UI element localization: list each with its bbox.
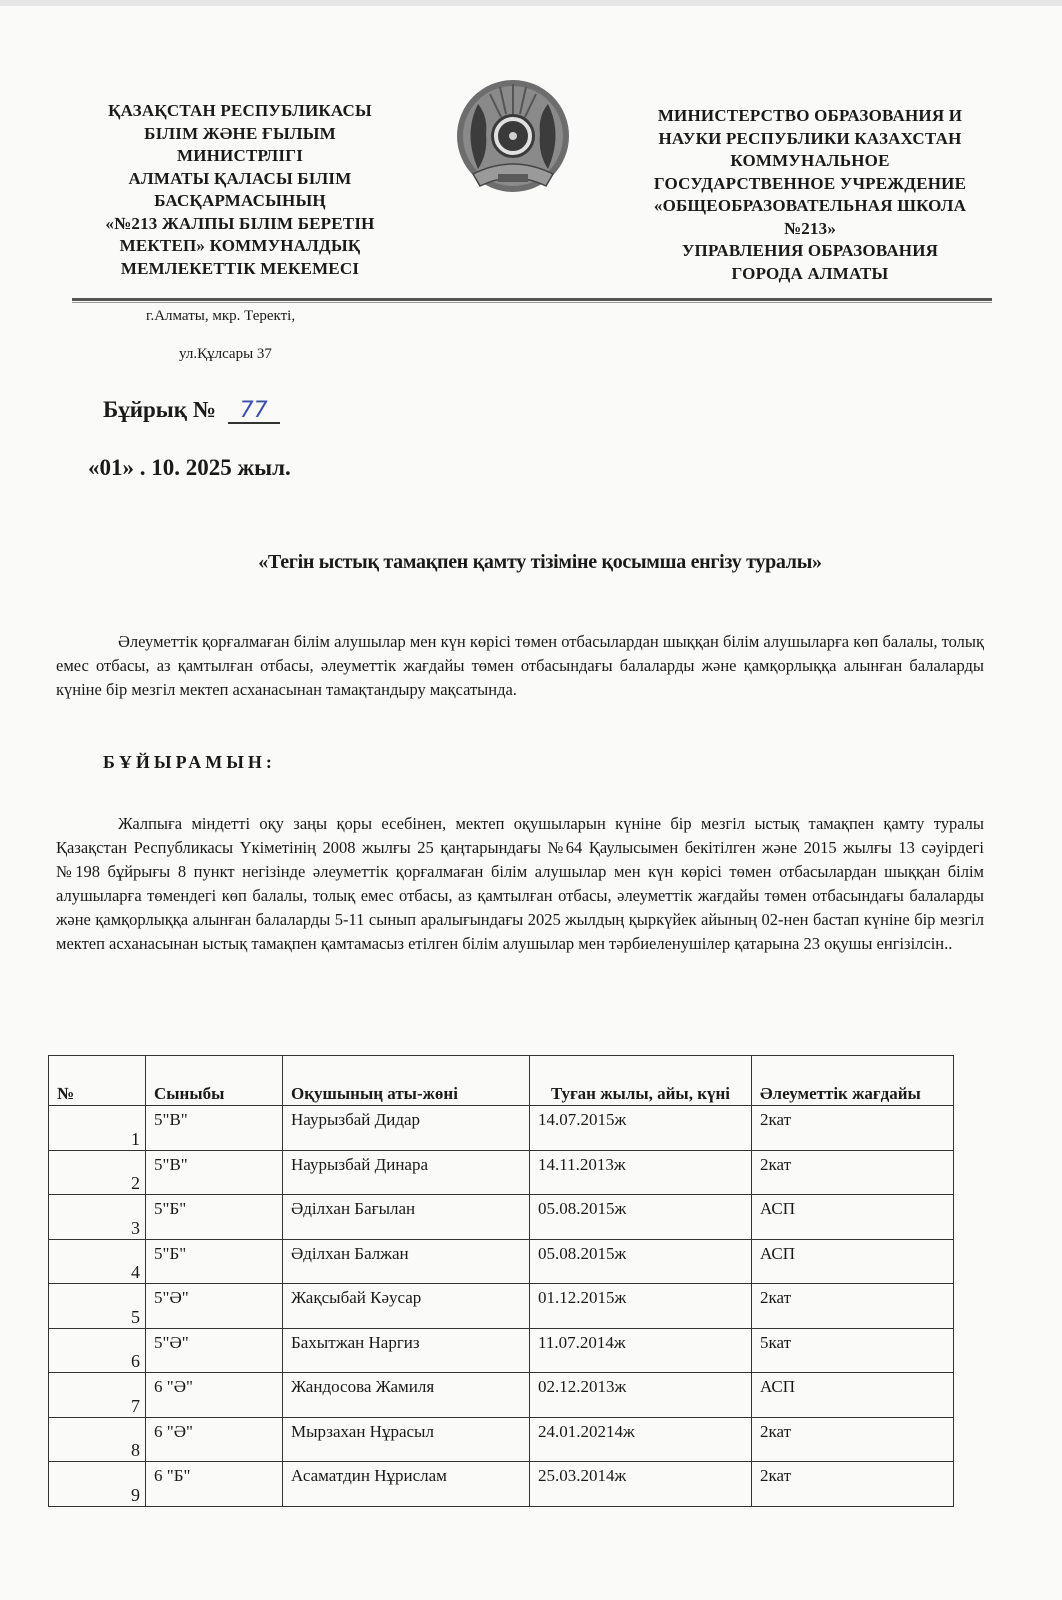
document-title: «Тегін ыстық тамақпен қамту тізіміне қосымша енгізу туралы» (258, 551, 822, 573)
address-line-2: ул.Құлсары 37 (179, 346, 272, 362)
cell-class: 5"Б" (146, 1239, 283, 1284)
cell-social-status: 2кат (752, 1284, 954, 1329)
cell-social-status: 5кат (752, 1328, 954, 1373)
row-number: 8 (49, 1417, 146, 1462)
header-right-line: КОММУНАЛЬНОЕ (730, 151, 890, 170)
students-table (48, 1055, 954, 1507)
header-left-line: БАСҚАРМАСЫНЫҢ (154, 191, 326, 210)
command-heading: БҰЙЫРАМЫН: (103, 752, 276, 772)
cell-social-status: 2кат (752, 1417, 954, 1462)
header-left-kazakh (80, 100, 400, 280)
order-heading (103, 397, 280, 424)
row-number: 4 (49, 1239, 146, 1284)
cell-birthdate: 05.08.2015ж (530, 1195, 752, 1240)
cell-birthdate: 01.12.2015ж (530, 1284, 752, 1329)
header-right-line: ГОРОДА АЛМАТЫ (731, 263, 889, 283)
column-header-number: № (49, 1056, 146, 1106)
header-right-russian (640, 105, 980, 285)
cell-class: 5"Ә" (146, 1328, 283, 1373)
order-body-paragraph: Жалпыға міндетті оқу заңы қоры есебінен, мектеп оқушыларын күніне бір мезгіл ыстық тамақпен қамту туралы Қазақстан Республикасы Үкіметінің 2008 жылғы 25 қаңтарындағы №64 Қаулысымен бекітілген және 2015 жылғы 13 сәуірдегі №198 бұйрығы 8 пункт негізінде әлеуметтік қорғалмаған білім алушылар мен күн көрісі төмен отбасылардан шыққан білім алушыларға төмендегі көп балалы, толық емес отбасы, аз қамтылған отбасы, әлеуметтік жағдайы төмен отбасындағы балаларды және қамқорлыққа алынған балаларды 5-11 сынып аралығындағы 2025 жылдың қыркүйек айының 02-нен бастап күніне бір мезгіл мектеп асханасынан ыстық тамақпен қамтамасыз етілген білім алушылар мен тәрбиеленушілер қатарына 23 оқушы енгізілсін.. (56, 814, 984, 953)
header-left-line: МИНИСТРЛІГІ (176, 146, 304, 165)
cell-student-name: Мырзахан Нұрасыл (283, 1417, 530, 1462)
cell-student-name: Жандосова Жамиля (283, 1373, 530, 1418)
row-number: 6 (49, 1328, 146, 1373)
table-row (49, 1195, 954, 1240)
table-row (49, 1417, 954, 1462)
table-row (49, 1106, 954, 1151)
cell-student-name: Асаматдин Нұрислам (283, 1462, 530, 1507)
cell-birthdate: 02.12.2013ж (530, 1373, 752, 1418)
row-number: 3 (49, 1195, 146, 1240)
header-left-line: ҚАЗАҚСТАН РЕСПУБЛИКАСЫ (108, 101, 372, 120)
kazakhstan-emblem-icon (448, 74, 578, 204)
row-number: 5 (49, 1284, 146, 1329)
table-row (49, 1150, 954, 1195)
cell-class: 6 "Ә" (146, 1373, 283, 1418)
cell-social-status: АСП (752, 1373, 954, 1418)
header-right-line: №213» (783, 218, 837, 238)
cell-class: 5"В" (146, 1106, 283, 1151)
table-row (49, 1328, 954, 1373)
cell-student-name: Наурызбай Дидар (283, 1106, 530, 1151)
cell-birthdate: 05.08.2015ж (530, 1239, 752, 1284)
cell-social-status: АСП (752, 1239, 954, 1284)
header-left-line: АЛМАТЫ ҚАЛАСЫ БІЛІМ (128, 168, 352, 188)
header-right-line: НАУКИ РЕСПУБЛИКИ КАЗАХСТАН (658, 128, 962, 148)
cell-class: 5"В" (146, 1150, 283, 1195)
table-row (49, 1239, 954, 1284)
cell-birthdate: 24.01.20214ж (530, 1417, 752, 1462)
order-date: «01» . 10. 2025 жыл. (88, 455, 291, 480)
header-right-line: «ОБЩЕОБРАЗОВАТЕЛЬНАЯ ШКОЛА (653, 196, 967, 215)
table-row (49, 1462, 954, 1507)
order-label: Бұйрық № (103, 397, 216, 422)
cell-social-status: 2кат (752, 1150, 954, 1195)
table-header-row (49, 1056, 954, 1106)
header-divider-thin (72, 302, 992, 303)
cell-social-status: 2кат (752, 1462, 954, 1507)
cell-class: 6 "Ә" (146, 1417, 283, 1462)
column-header-birthdate: Туған жылы, айы, күні (530, 1056, 752, 1106)
header-divider (72, 298, 992, 301)
cell-class: 5"Ә" (146, 1284, 283, 1329)
table-row (49, 1373, 954, 1418)
column-header-name: Оқушының аты-жөні (283, 1056, 530, 1106)
cell-student-name: Бахытжан Наргиз (283, 1328, 530, 1373)
row-number: 7 (49, 1373, 146, 1418)
header-left-line: МЕМЛЕКЕТТІК МЕКЕМЕСІ (120, 258, 360, 278)
row-number: 2 (49, 1150, 146, 1195)
cell-birthdate: 25.03.2014ж (530, 1462, 752, 1507)
preamble-paragraph: Әлеуметтік қорғалмаған білім алушылар мен күн көрісі төмен отбасылардан шыққан білім алушыларға көп балалы, толық емес отбасы, аз қамтылған отбасы, әлеуметтік жағдайы төмен отбасындағы балаларды және қамқорлыққа алынған балаларды күніне бір мезгіл мектеп асханасынан тамақтандыру мақсатында. (56, 632, 984, 699)
cell-student-name: Наурызбай Динара (283, 1150, 530, 1195)
column-header-class: Сыныбы (146, 1056, 283, 1106)
cell-birthdate: 11.07.2014ж (530, 1328, 752, 1373)
row-number: 1 (49, 1106, 146, 1151)
header-right-line: УПРАВЛЕНИЯ ОБРАЗОВАНИЯ (681, 241, 939, 260)
header-right-line: МИНИСТЕРСТВО ОБРАЗОВАНИЯ И (657, 106, 963, 125)
cell-student-name: Жақсыбай Кәусар (283, 1284, 530, 1329)
cell-social-status: АСП (752, 1195, 954, 1240)
cell-student-name: Әділхан Бағылан (283, 1195, 530, 1240)
cell-class: 6 "Б" (146, 1462, 283, 1507)
column-header-social-status: Әлеуметтік жағдайы (752, 1056, 954, 1106)
header-left-line: МЕКТЕП» КОММУНАЛДЫҚ (119, 236, 361, 255)
header-left-line: БІЛІМ ЖӘНЕ ҒЫЛЫМ (144, 123, 336, 143)
cell-class: 5"Б" (146, 1195, 283, 1240)
address-line-1: г.Алматы, мкр. Теректі, (146, 308, 296, 324)
order-number-handwritten: 77 (228, 400, 280, 424)
cell-birthdate: 14.11.2013ж (530, 1150, 752, 1195)
header-right-line: ГОСУДАРСТВЕННОЕ УЧРЕЖДЕНИЕ (653, 173, 967, 193)
cell-social-status: 2кат (752, 1106, 954, 1151)
row-number: 9 (49, 1462, 146, 1507)
table-row (49, 1284, 954, 1329)
cell-birthdate: 14.07.2015ж (530, 1106, 752, 1151)
header-left-line: «№213 ЖАЛПЫ БІЛІМ БЕРЕТІН (105, 213, 375, 233)
cell-student-name: Әділхан Балжан (283, 1239, 530, 1284)
